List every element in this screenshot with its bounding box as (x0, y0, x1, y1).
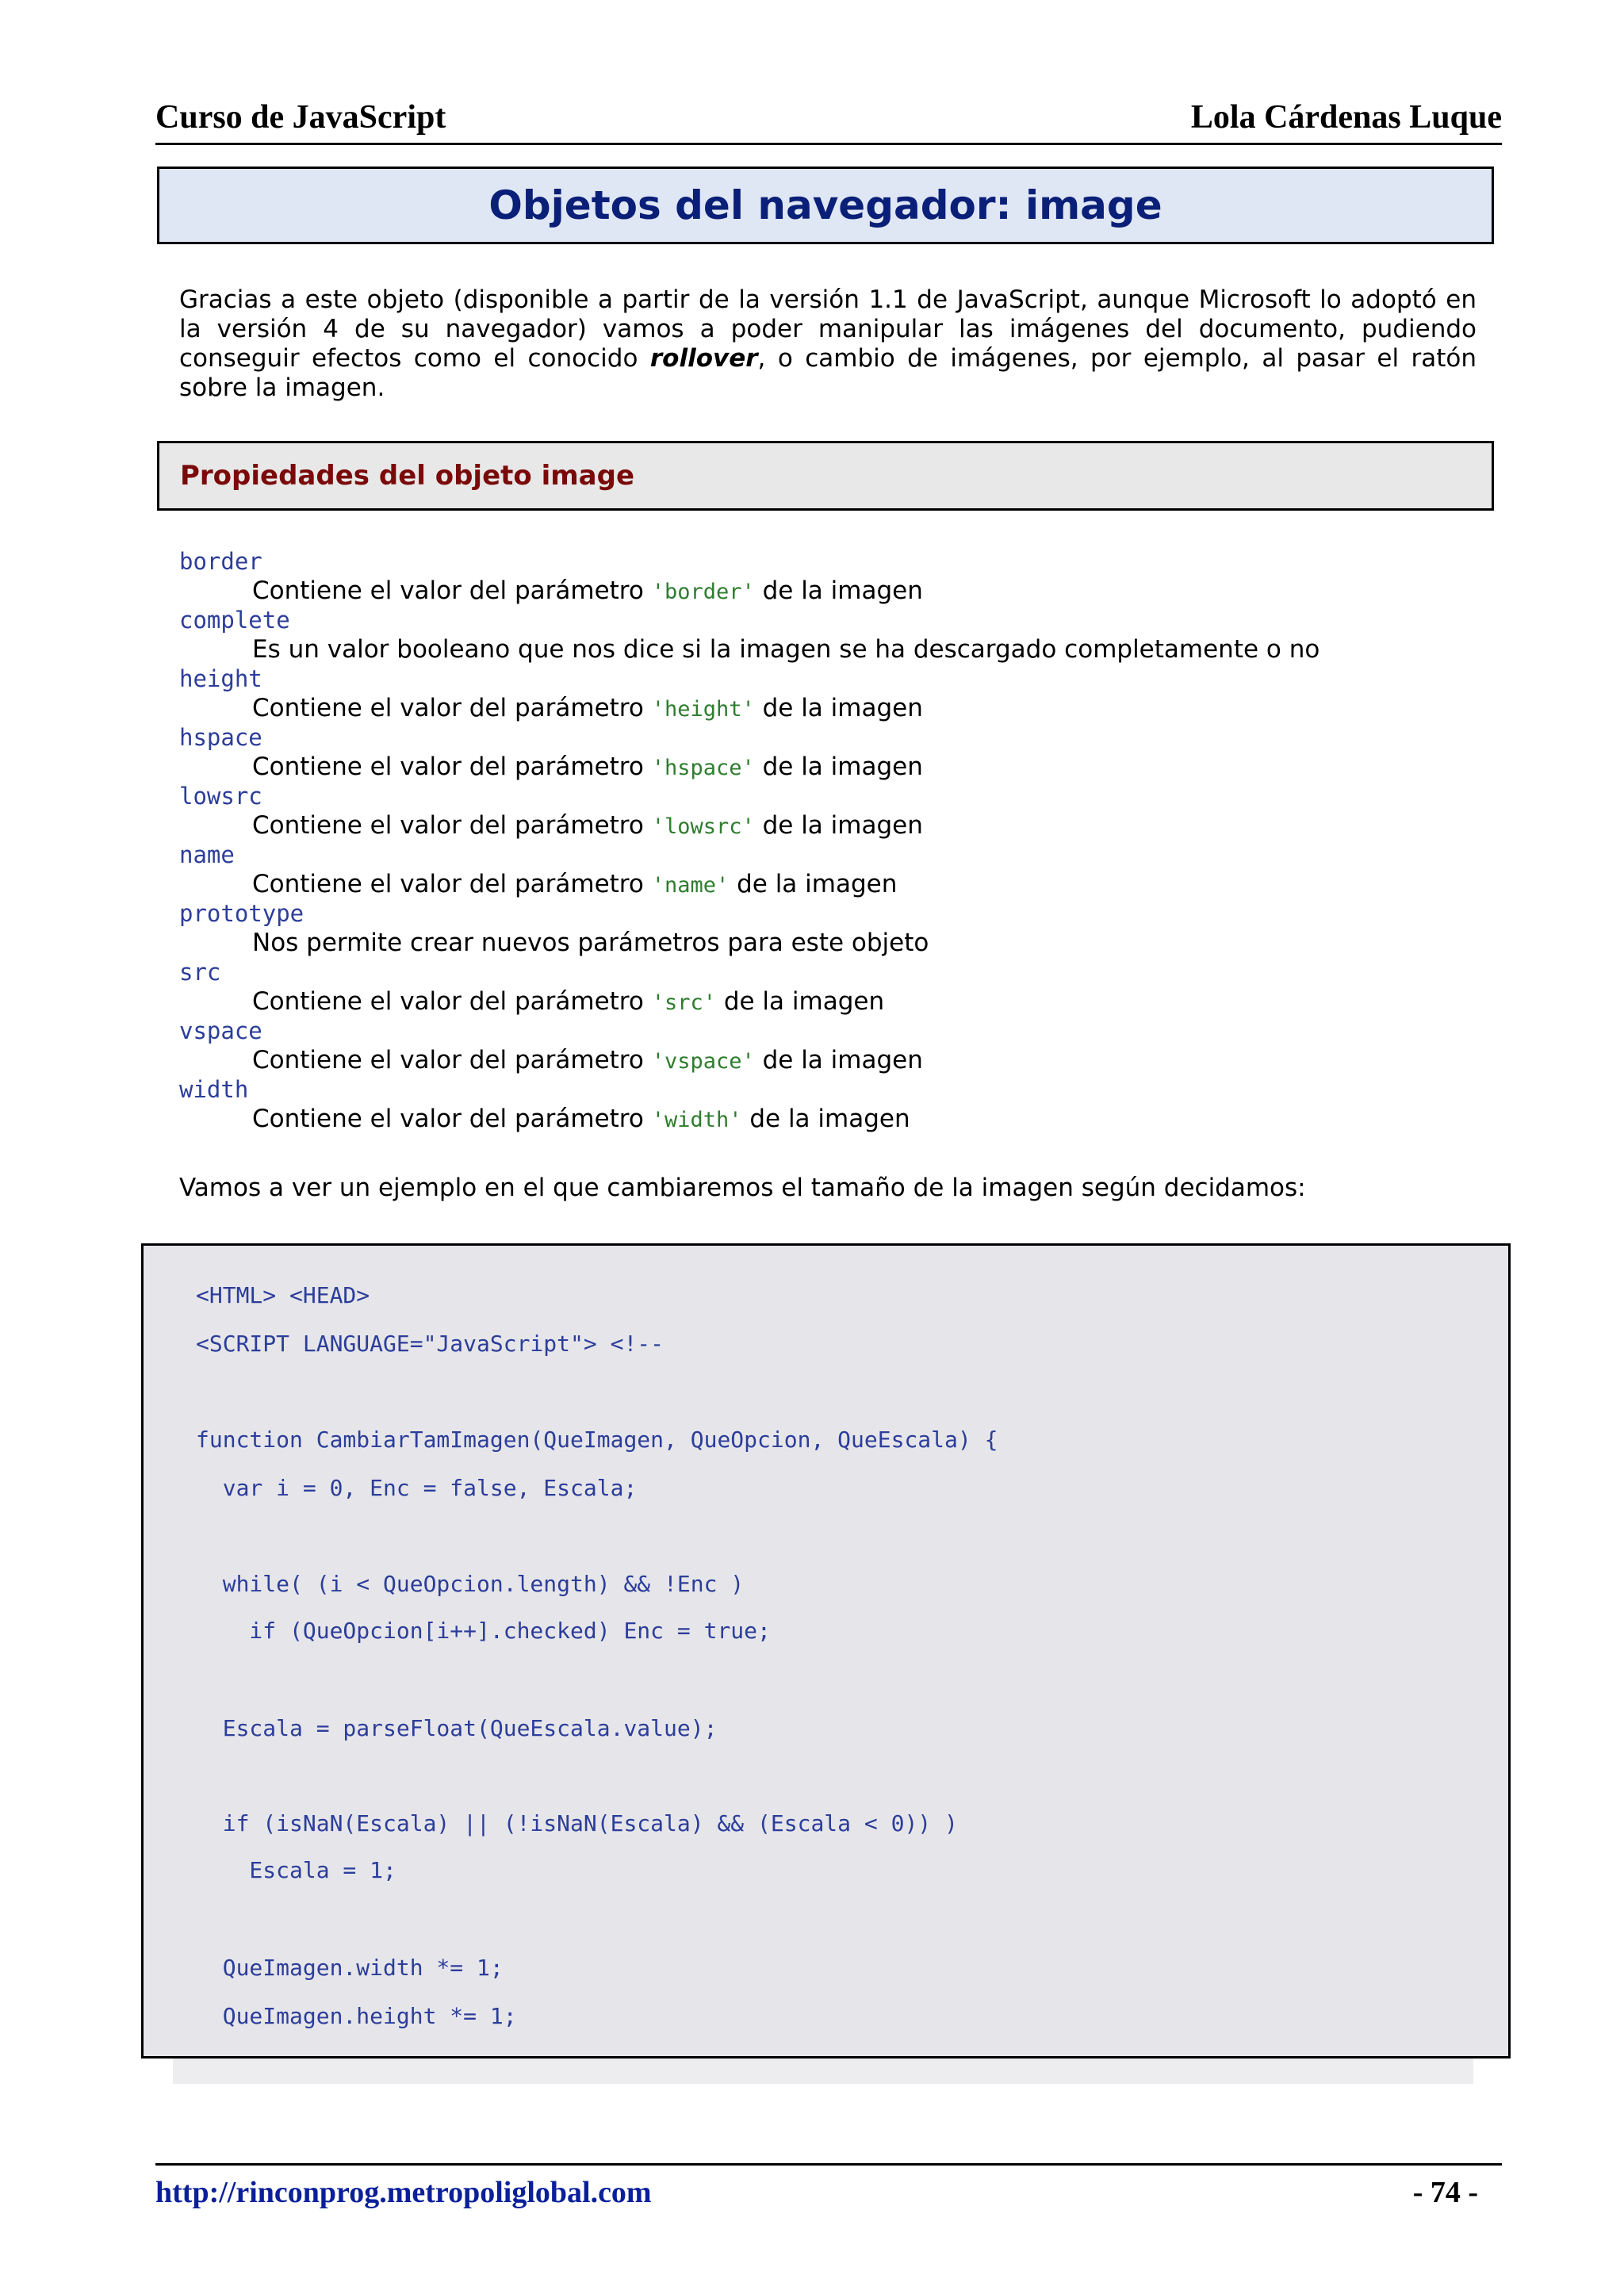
property-description: Contiene el valor del parámetro 'name' de la imagen (252, 870, 898, 898)
code-line: function CambiarTamImagen(QueImagen, QueOpcion, QueEscala) { (196, 1427, 998, 1453)
property-name: vspace (179, 1017, 262, 1044)
property-description: Contiene el valor del parámetro 'width' de la imagen (252, 1105, 910, 1133)
page-footer (155, 2163, 1502, 2221)
property-name: lowsrc (179, 783, 262, 810)
property-name: src (179, 959, 221, 986)
code-line: if (QueOpcion[i++].checked) Enc = true; (196, 1618, 771, 1644)
page-header (155, 94, 1502, 145)
code-line: QueImagen.width *= 1; (196, 1955, 504, 1981)
property-item-name (179, 841, 1480, 899)
course-title: Curso de JavaScript (155, 99, 446, 136)
property-description: Contiene el valor del parámetro 'height' de la imagen (252, 694, 923, 722)
property-name: hspace (179, 724, 262, 751)
property-description: Contiene el valor del parámetro 'src' de la imagen (252, 987, 885, 1016)
code-line: Escala = parseFloat(QueEscala.value); (196, 1715, 718, 1741)
property-item-lowsrc (179, 782, 1480, 841)
property-item-complete (179, 606, 1480, 664)
code-box-shadow (173, 2058, 1473, 2084)
page-number: - 74 - (1412, 2176, 1478, 2209)
property-description: Contiene el valor del parámetro 'hspace' de la imagen (252, 753, 923, 781)
property-item-src (179, 958, 1480, 1017)
intro-emphasis: rollover (649, 344, 758, 373)
intro-text-after: , o cambio de imágenes, por ejemplo, al pasar el ratón sobre la imagen. (179, 344, 1477, 402)
property-description: Nos permite crear nuevos parámetros para este objeto (252, 929, 929, 957)
code-line: <HTML> <HEAD> (196, 1282, 370, 1308)
property-name: width (179, 1076, 249, 1103)
code-line: <SCRIPT LANGUAGE="JavaScript"> <!-- (196, 1331, 665, 1357)
example-intro-text: Vamos a ver un ejemplo en el que cambiaremos el tamaño de la imagen según decidamos: (179, 1174, 1306, 1202)
code-line: var i = 0, Enc = false, Escala; (196, 1475, 638, 1501)
intro-text-before: Gracias a este objeto (disponible a partir de la versión 1.1 de JavaScript, aunque Microsoft lo adoptó en la versión 4 de su navegador) vamos a poder manipular las imágenes del documento, pudiendo conseguir efectos como el conocido (179, 285, 1477, 373)
property-name: border (179, 548, 262, 575)
property-item-height (179, 664, 1480, 723)
property-name: height (179, 665, 262, 692)
property-description: Contiene el valor del parámetro 'vspace' de la imagen (252, 1046, 923, 1074)
footer-url-link[interactable]: http://rinconprog.metropoliglobal.com (155, 2176, 652, 2209)
property-description: Contiene el valor del parámetro 'border' de la imagen (252, 576, 923, 605)
property-description: Es un valor booleano que nos dice si la imagen se ha descargado completamente o no (252, 635, 1320, 664)
properties-list (179, 547, 1480, 1134)
property-name: complete (179, 607, 290, 634)
chapter-title-box (157, 167, 1494, 244)
code-line: while( (i < QueOpcion.length) && !Enc ) (196, 1571, 745, 1597)
property-description: Contiene el valor del parámetro 'lowsrc' de la imagen (252, 811, 923, 840)
chapter-title: Objetos del navegador: image (488, 182, 1162, 228)
code-listing (141, 1243, 1511, 2058)
author-name: Lola Cárdenas Luque (1190, 99, 1502, 136)
section-heading: Propiedades del objeto image (180, 460, 635, 492)
section-heading-box (157, 441, 1494, 511)
property-name: prototype (179, 900, 304, 927)
property-item-hspace (179, 723, 1480, 782)
property-item-prototype (179, 899, 1480, 958)
code-line: QueImagen.height *= 1; (196, 2003, 517, 2029)
property-name: name (179, 841, 235, 868)
intro-paragraph (179, 285, 1477, 403)
property-item-border (179, 547, 1480, 606)
code-line: Escala = 1; (196, 1857, 396, 1883)
property-item-width (179, 1075, 1480, 1134)
code-line: if (isNaN(Escala) || (!isNaN(Escala) && (Escala < 0)) ) (196, 1810, 958, 1836)
property-item-vspace (179, 1017, 1480, 1075)
